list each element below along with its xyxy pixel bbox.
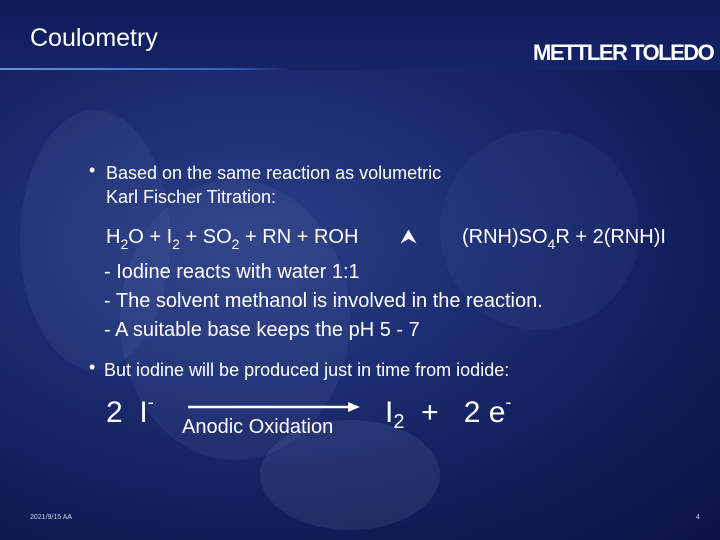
note-line: - A suitable base keeps the pH 5 - 7 xyxy=(104,319,420,341)
reaction-arrow-glyph: ⮝ xyxy=(400,226,417,248)
bullet-line: Karl Fischer Titration: xyxy=(106,187,277,207)
bullet-line: Based on the same reaction as volumetric xyxy=(106,163,442,183)
note-line: - Iodine reacts with water 1:1 xyxy=(104,261,360,283)
brand-logo: METTLER TOLEDO xyxy=(533,40,714,65)
arrow-right-icon xyxy=(188,399,360,415)
oxidation-reactant: 2 I- xyxy=(106,392,154,429)
oxidation-arrow xyxy=(188,399,360,415)
bullet-text: But iodine will be produced just in time from iodide: xyxy=(104,360,510,380)
reaction-products: $(RNH)SO_4R + 2(RNH)I$ xyxy=(462,226,666,252)
bullet-icon: • xyxy=(89,357,96,377)
oxidation-products: $I_2$ + 2 e- xyxy=(385,392,512,433)
note-line: - The solvent methanol is involved in the reaction. xyxy=(104,290,543,312)
footer-date: 2021/9/15 AA xyxy=(30,514,73,521)
bullet-icon: • xyxy=(89,160,96,180)
title-underline xyxy=(0,68,290,70)
arrow-label: Anodic Oxidation xyxy=(182,416,334,438)
page-number: 4 xyxy=(696,514,700,521)
bullet-text xyxy=(106,161,441,209)
reaction-equation: $H_2O + I_2 + SO_2$ + RN + ROH xyxy=(106,226,359,252)
slide-title: Coulometry xyxy=(30,24,158,52)
